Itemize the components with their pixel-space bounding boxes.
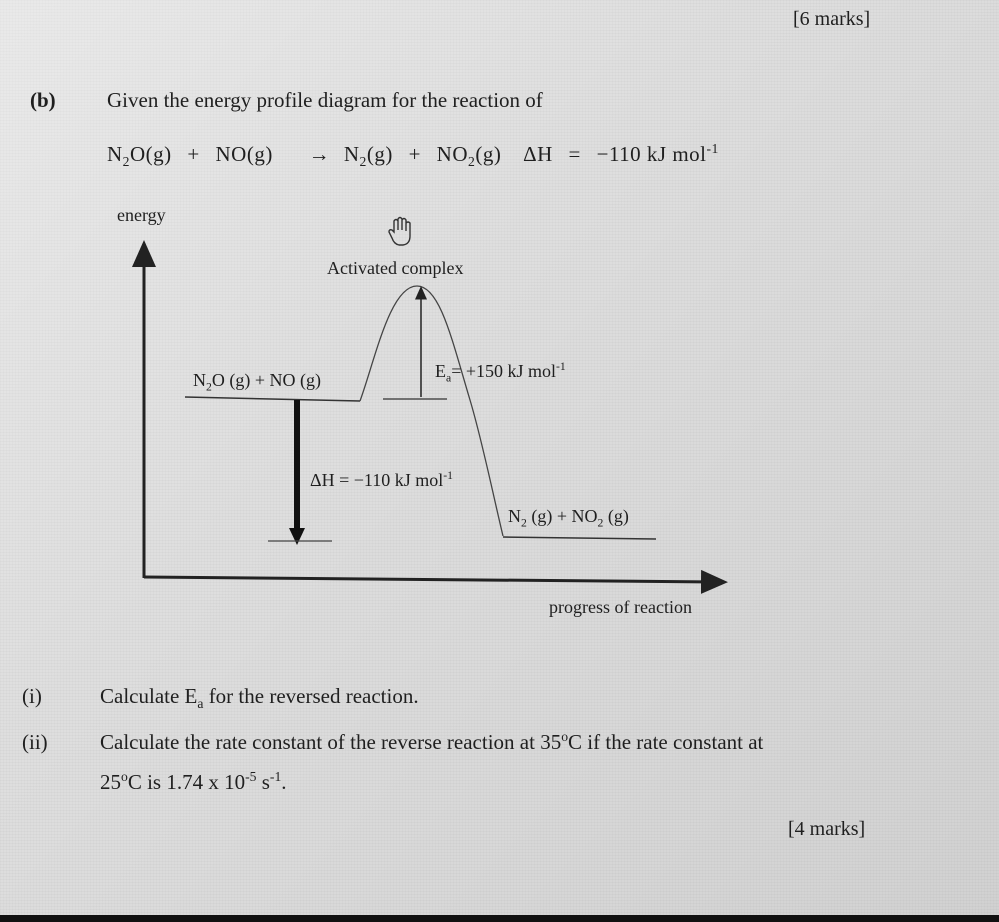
marks-6: [6 marks]: [793, 8, 871, 30]
question-ii-line2: 25$^o$C is 1.74 x $10^{-5}$ $s^{-1}$.: [100, 769, 287, 794]
peak-label: Activated complex: [327, 258, 464, 278]
question-i-label: (i): [22, 684, 42, 708]
reactants-label: $N_2O$ (g) + NO (g): [193, 370, 321, 394]
question-ii-label: (ii): [22, 730, 48, 754]
reaction-equation: $N_2O(g) + NO(g) \to N_2(g) + NO_2(g) \Delta H = -110$ kJ mol$^{-1}$: [107, 141, 719, 170]
question-i-text: Calculate $E_a$ for the reversed reaction.: [100, 684, 419, 712]
bottom-edge: [0, 915, 999, 922]
dh-arrowhead: [289, 528, 305, 545]
x-axis: [144, 577, 716, 582]
hand-cursor-icon: [389, 218, 410, 246]
part-b-intro: Given the energy profile diagram for the reaction of: [107, 88, 543, 112]
y-axis-label: energy: [117, 205, 166, 225]
reactant-level: [185, 397, 360, 401]
dh-label: ΔH = −110 kJ mol$^{-1}$: [310, 469, 453, 490]
part-b-label: (b): [30, 88, 56, 112]
x-axis-label: progress of reaction: [549, 597, 692, 617]
question-ii-line1: Calculate the rate constant of the reverse reaction at 35$^o$C if the rate constant at: [100, 729, 764, 754]
energy-curve: [360, 286, 503, 536]
marks-4: [4 marks]: [788, 818, 866, 840]
products-label: $N_2$ $(g) + NO_2$ (g): [508, 506, 629, 530]
product-level: [503, 537, 656, 539]
ea-label: $E_a= +150$ kJ mol$^{-1}$: [435, 360, 566, 385]
